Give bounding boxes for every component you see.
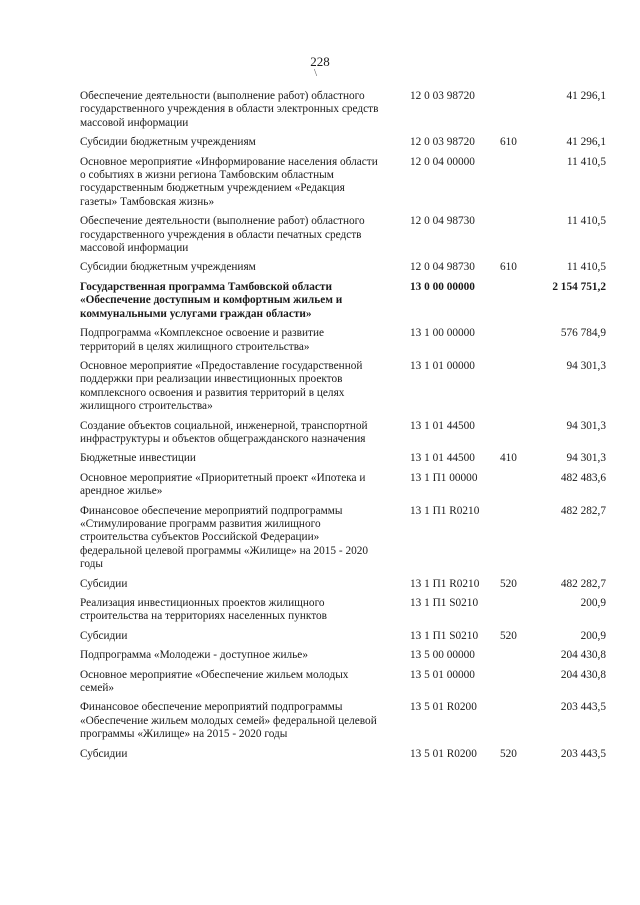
row-name: Субсидии xyxy=(80,629,128,642)
table-row xyxy=(80,669,608,696)
row-amount: 94 301,3 xyxy=(566,419,606,432)
row-name: Государственная программа Тамбовской области «Обеспечение доступным и комфортным жильем и коммунальными услугами граждан области» xyxy=(80,280,343,320)
row-expense-type: 520 xyxy=(500,577,517,590)
row-name: Финансовое обеспечение мероприятий подпрограммы «Обеспечение жильем молодых семей» федеральной целевой программы «Жилище» на 2015 - 2020 годы xyxy=(80,701,377,741)
table-row xyxy=(80,597,608,624)
table-row xyxy=(80,701,608,741)
row-amount: 94 301,3 xyxy=(566,359,606,372)
table-row xyxy=(80,156,608,210)
row-code: 13 1 П1 R0210 xyxy=(410,577,480,590)
row-name: Субсидии бюджетным учреждениям xyxy=(80,261,256,274)
table-row xyxy=(80,505,608,572)
row-name: Бюджетные инвестиции xyxy=(80,452,196,465)
table-row xyxy=(80,472,608,499)
row-name: Основное мероприятие «Обеспечение жильем молодых семей» xyxy=(80,668,349,695)
table-row xyxy=(80,748,608,761)
row-amount: 94 301,3 xyxy=(566,452,606,465)
table-row xyxy=(80,578,608,591)
row-code: 13 5 01 R0200 xyxy=(410,701,477,714)
row-expense-type: 410 xyxy=(500,452,517,465)
row-amount: 11 410,5 xyxy=(566,261,606,274)
row-amount: 200,9 xyxy=(580,629,606,642)
row-name: Подпрограмма «Комплексное освоение и развитие территорий в целях жилищного строительства» xyxy=(80,327,325,353)
row-name: Реализация инвестиционных проектов жилищного строительства на территориях населенных пунктов xyxy=(80,597,328,623)
row-amount: 11 410,5 xyxy=(566,215,606,228)
row-amount: 2 154 751,2 xyxy=(552,280,606,293)
row-name: Субсидии бюджетным учреждениям xyxy=(80,136,256,149)
row-code: 13 1 00 00000 xyxy=(410,327,475,340)
row-name: Обеспечение деятельности (выполнение работ) областного государственного учреждения в области печатных средств массовой информации xyxy=(80,215,365,255)
table-row xyxy=(80,261,608,274)
row-code: 13 5 01 R0200 xyxy=(410,747,477,760)
table-row xyxy=(80,327,608,354)
row-expense-type: 520 xyxy=(500,747,517,760)
row-amount: 482 282,7 xyxy=(560,577,606,590)
row-amount: 203 443,5 xyxy=(560,747,606,760)
row-code: 12 0 03 98720 xyxy=(410,90,475,102)
row-code: 12 0 04 98730 xyxy=(410,215,475,228)
row-code: 13 1 01 44500 xyxy=(410,419,475,432)
row-code: 13 5 01 00000 xyxy=(410,668,475,681)
row-code: 13 1 П1 S0210 xyxy=(410,597,479,609)
budget-table xyxy=(80,90,608,767)
row-name: Создание объектов социальной, инженерной, транспортной инфраструктуры и объектов общегражданского назначения xyxy=(80,419,368,445)
row-amount: 11 410,5 xyxy=(566,155,606,168)
stray-mark: \ xyxy=(314,67,318,79)
row-amount: 204 430,8 xyxy=(560,649,606,662)
table-row xyxy=(80,215,608,255)
table-row xyxy=(80,360,608,414)
row-name: Основное мероприятие «Информирование населения области о событиях в жизни региона Тамбовским областным государственным бюджетным учреждением «Редакция газеты» Тамбовская жизнь» xyxy=(80,155,378,208)
table-row xyxy=(80,281,608,321)
row-expense-type: 610 xyxy=(500,136,517,149)
row-name: Подпрограмма «Молодежи - доступное жилье» xyxy=(80,649,308,662)
row-expense-type: 520 xyxy=(500,629,517,642)
row-code: 13 1 П1 S0210 xyxy=(410,629,479,642)
row-amount: 482 282,7 xyxy=(560,504,606,517)
table-row xyxy=(80,630,608,643)
row-amount: 482 483,6 xyxy=(560,471,606,484)
page-number: 228 xyxy=(310,54,330,69)
table-row xyxy=(80,420,608,447)
table-row xyxy=(80,90,608,130)
row-name: Основное мероприятие «Приоритетный проект «Ипотека и арендное жилье» xyxy=(80,471,366,498)
row-code: 12 0 03 98720 xyxy=(410,136,475,149)
table-row xyxy=(80,452,608,465)
row-code: 13 1 01 44500 xyxy=(410,452,475,465)
row-code: 13 1 П1 00000 xyxy=(410,471,478,484)
row-name: Основное мероприятие «Предоставление государственной поддержки при реализации инвестиционных проектов комплексного освоения и развития территорий в целях жилищного строительства» xyxy=(80,359,363,413)
row-amount: 41 296,1 xyxy=(566,90,606,102)
row-name: Финансовое обеспечение мероприятий подпрограммы «Стимулирование программ развития жилищного строительства субъектов Российской Федерации» федеральной целевой программы «Жилище» на 2015 - 2020 годы xyxy=(80,504,369,571)
row-amount: 204 430,8 xyxy=(560,668,606,681)
row-amount: 576 784,9 xyxy=(560,327,606,340)
row-code: 13 1 01 00000 xyxy=(410,359,475,372)
row-code: 13 0 00 00000 xyxy=(410,280,475,293)
row-amount: 203 443,5 xyxy=(560,701,606,714)
row-amount: 41 296,1 xyxy=(566,136,606,149)
row-expense-type: 610 xyxy=(500,261,517,274)
row-amount: 200,9 xyxy=(580,597,606,609)
table-row xyxy=(80,649,608,662)
table-row xyxy=(80,136,608,149)
row-code: 13 5 00 00000 xyxy=(410,649,475,662)
row-name: Обеспечение деятельности (выполнение работ) областного государственного учреждения в области электронных средств массовой информации xyxy=(80,90,379,129)
row-code: 12 0 04 00000 xyxy=(410,155,475,168)
row-name: Субсидии xyxy=(80,747,128,760)
row-name: Субсидии xyxy=(80,577,128,590)
row-code: 12 0 04 98730 xyxy=(410,261,475,274)
row-code: 13 1 П1 R0210 xyxy=(410,504,480,517)
